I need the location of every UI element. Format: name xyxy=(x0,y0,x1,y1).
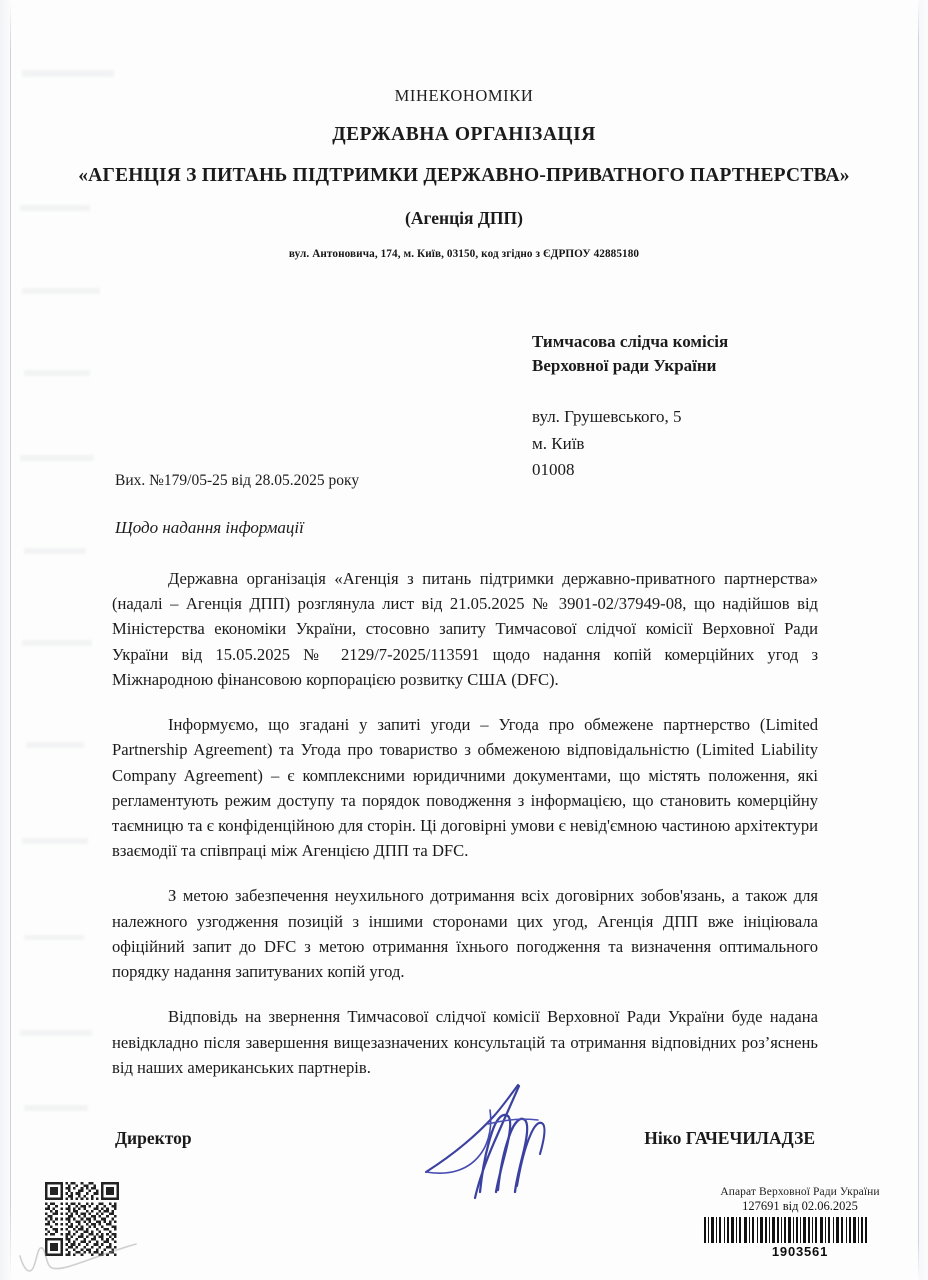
letterhead-org-type: ДЕРЖАВНА ОРГАНІЗАЦІЯ xyxy=(332,124,596,145)
recipient-title-line1: Тимчасова слідча комісія xyxy=(532,332,729,351)
qr-code-icon xyxy=(45,1182,119,1256)
recipient-city: м. Київ xyxy=(532,433,585,453)
recipient-street: вул. Грушевського, 5 xyxy=(532,407,682,427)
scan-bleed-artifact xyxy=(20,1030,92,1036)
scan-bleed-artifact xyxy=(22,838,88,844)
subject-line: Щодо надання інформації xyxy=(115,518,304,537)
document-body xyxy=(112,566,818,1080)
letterhead-ministry: МІНЕКОНОМІКИ xyxy=(394,86,534,105)
letterhead xyxy=(64,86,864,260)
letterhead-org-name: «АГЕНЦІЯ З ПИТАНЬ ПІДТРИМКИ ДЕРЖАВНО-ПРИВАТНОГО ПАРТНЕРСТВА» xyxy=(78,165,850,186)
scan-bleed-artifact xyxy=(24,548,86,554)
scan-bleed-artifact xyxy=(24,935,84,940)
letterhead-address: вул. Антоновича, 174, м. Київ, 03150, код згідно з ЄДРПОУ 42885180 xyxy=(288,248,640,261)
recipient-title-line2: Верховної ради України xyxy=(532,356,717,376)
scan-bleed-artifact xyxy=(22,288,100,294)
recipient-address xyxy=(532,404,862,483)
signature-person-name: Ніко ГАЧЕЧИЛАДЗЕ xyxy=(644,1128,815,1148)
scan-edge-left-gradient xyxy=(0,0,10,1280)
body-paragraph: Державна організація «Агенція з питань підтримки державно-приватного партнерства» (надалі – Агенція ДПП) розглянула лист від 21.05.2025 № 3901-02/37949-08, що надійшов від Міністерства економіки України, стосовно запиту Тимчасової слідчої комісії Верховної Ради України від 15.05.2025 № 2129/7-2025/113591 щодо надання копій комерційних угод з Міжнародною фінансовою корпорацією розвитку США (DFC). xyxy=(112,569,818,689)
registration-stamp xyxy=(700,1186,900,1259)
outgoing-reference: Вих. №179/05-25 від 28.05.2025 року xyxy=(115,472,360,489)
letterhead-org-short: (Агенція ДПП) xyxy=(405,208,523,229)
barcode-icon xyxy=(700,1217,870,1243)
recipient-postcode: 01008 xyxy=(532,459,575,479)
recipient-title xyxy=(532,330,862,378)
signature-position: Директор xyxy=(115,1128,192,1148)
scan-bleed-artifact xyxy=(22,640,92,646)
body-paragraph: Інформуємо, що згадані у запиті угоди – Угода про обмежене партнерство (Limited Partnership Agreement) та Угода про товариство з обмеженою відповідальністю (Limited Liability Company Agreement) – є комплексними юридичними документами, що містять положення, які регламентують режим доступу та порядок поводження з інформацією, що становить комерційну таємницю та є конфіденційною для сторін. Ці договірні умови є невід'ємною частиною архітектури взаємодії та співпраці між Агенцією ДПП та DFC. xyxy=(112,715,818,861)
scan-bleed-artifact xyxy=(24,1105,88,1111)
registration-number-date: 127691 від 02.06.2025 xyxy=(742,1199,858,1213)
recipient-block xyxy=(532,330,862,483)
signature-block xyxy=(115,1128,815,1158)
body-paragraph: Відповідь на звернення Тимчасової слідчої комісії Верховної Ради України буде надана невідкладно після завершення вищезазначених консультацій та отримання відповідних роз’яснень від наших американських партнерів. xyxy=(112,1007,818,1077)
scan-edge-right-gradient xyxy=(919,0,928,1280)
scan-bleed-artifact xyxy=(26,742,84,748)
scan-bleed-artifact xyxy=(22,70,114,77)
scan-bleed-artifact xyxy=(24,370,90,376)
body-paragraph: З метою забезпечення неухильного дотримання всіх договірних зобов'язань, а також для належного узгодження позицій з іншими сторонами цих угод, Агенція ДПП вже ініціювала офіційний запит до DFC з метою отримання їхнього погодження та визначення оптимального порядку надання запитуваних копій угод. xyxy=(112,886,818,982)
scan-edge-left-line xyxy=(10,0,11,1280)
scan-bleed-artifact xyxy=(20,455,94,461)
registration-authority: Апарат Верховної Ради України xyxy=(720,1186,880,1198)
barcode-number: 1903561 xyxy=(771,1244,829,1259)
